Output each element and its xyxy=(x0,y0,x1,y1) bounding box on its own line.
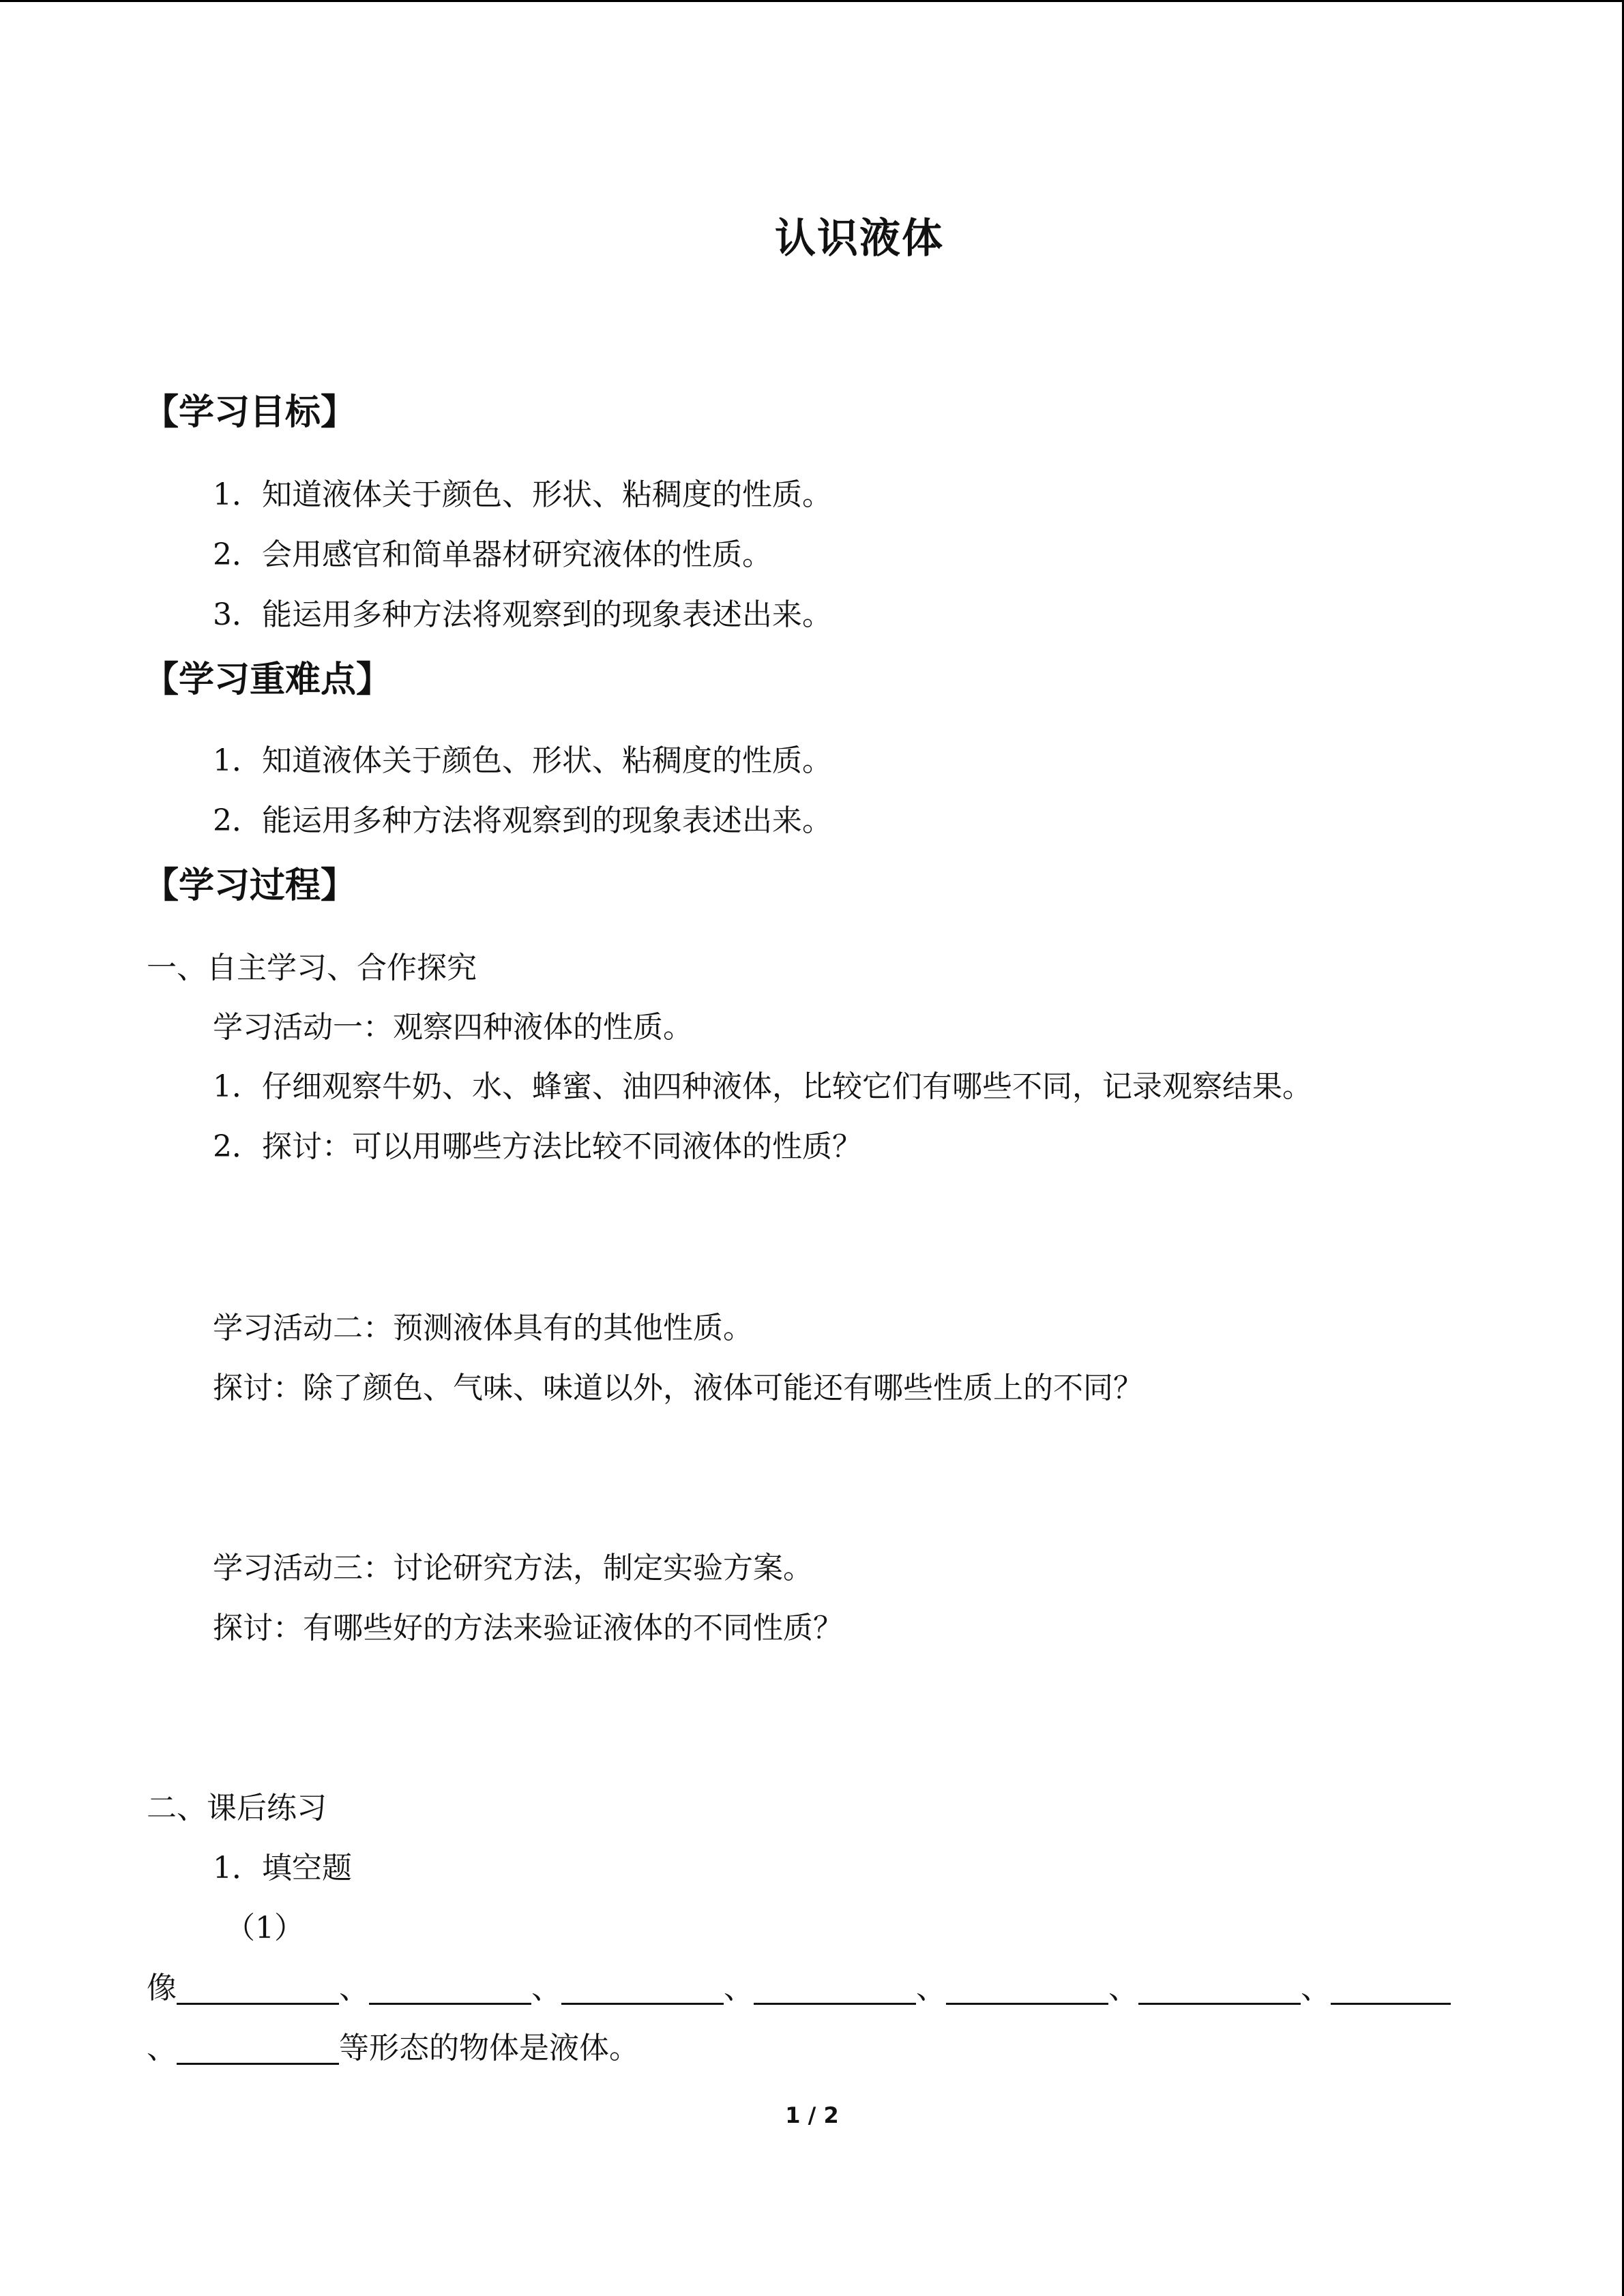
answer-blank[interactable] xyxy=(1331,1975,1451,2005)
separator: 、 xyxy=(147,2031,177,2066)
answer-blank[interactable] xyxy=(754,1975,916,2005)
answer-blank[interactable] xyxy=(946,1975,1108,2005)
fill-prefix: 像 xyxy=(147,1971,177,2006)
exercise-title: 1．填空题 xyxy=(213,1851,352,1885)
activity2-title: 学习活动二：预测液体具有的其他性质。 xyxy=(213,1311,753,1345)
key-point-item: 2．能运用多种方法将观察到的现象表述出来。 xyxy=(213,803,832,838)
answer-blank[interactable] xyxy=(369,1975,531,2005)
activity3-title: 学习活动三：讨论研究方法，制定实验方案。 xyxy=(213,1551,813,1585)
separator: 、 xyxy=(724,1971,754,2006)
separator: 、 xyxy=(339,1971,369,2006)
activity1-item: 2．探讨：可以用哪些方法比较不同液体的性质？ xyxy=(213,1129,862,1164)
document-title: 认识液体 xyxy=(775,215,944,263)
fill-in-row-1 xyxy=(147,1967,1451,2010)
separator: 、 xyxy=(531,1971,561,2006)
heading-objectives: 【学习目标】 xyxy=(143,392,357,433)
heading-key-points: 【学习重难点】 xyxy=(143,659,392,700)
activity2-question: 探讨：除了颜色、气味、味道以外，液体可能还有哪些性质上的不同？ xyxy=(213,1371,1143,1405)
fill-in-row-2 xyxy=(147,2027,639,2070)
part2-title: 二、课后练习 xyxy=(147,1791,327,1825)
question-number: （1） xyxy=(225,1911,304,1945)
separator: 、 xyxy=(1301,1971,1331,2006)
objective-item: 1．知道液体关于颜色、形状、粘稠度的性质。 xyxy=(213,477,832,512)
activity1-item: 1．仔细观察牛奶、水、蜂蜜、油四种液体，比较它们有哪些不同，记录观察结果。 xyxy=(213,1069,1312,1104)
separator: 、 xyxy=(1108,1971,1138,2006)
objective-item: 2．会用感官和简单器材研究液体的性质。 xyxy=(213,537,772,572)
answer-blank[interactable] xyxy=(561,1975,724,2005)
answer-blank[interactable] xyxy=(177,1975,339,2005)
heading-process: 【学习过程】 xyxy=(143,865,357,906)
fill-suffix: 等形态的物体是液体。 xyxy=(339,2031,639,2066)
key-point-item: 1．知道液体关于颜色、形状、粘稠度的性质。 xyxy=(213,743,832,778)
page-number: 1 / 2 xyxy=(785,2102,839,2128)
answer-blank[interactable] xyxy=(1138,1975,1301,2005)
separator: 、 xyxy=(916,1971,946,2006)
answer-blank[interactable] xyxy=(177,2035,339,2065)
activity1-title: 学习活动一：观察四种液体的性质。 xyxy=(213,1010,693,1045)
activity3-question: 探讨：有哪些好的方法来验证液体的不同性质？ xyxy=(213,1611,843,1645)
objective-item: 3．能运用多种方法将观察到的现象表述出来。 xyxy=(213,597,832,632)
part1-title: 一、自主学习、合作探究 xyxy=(147,951,477,985)
